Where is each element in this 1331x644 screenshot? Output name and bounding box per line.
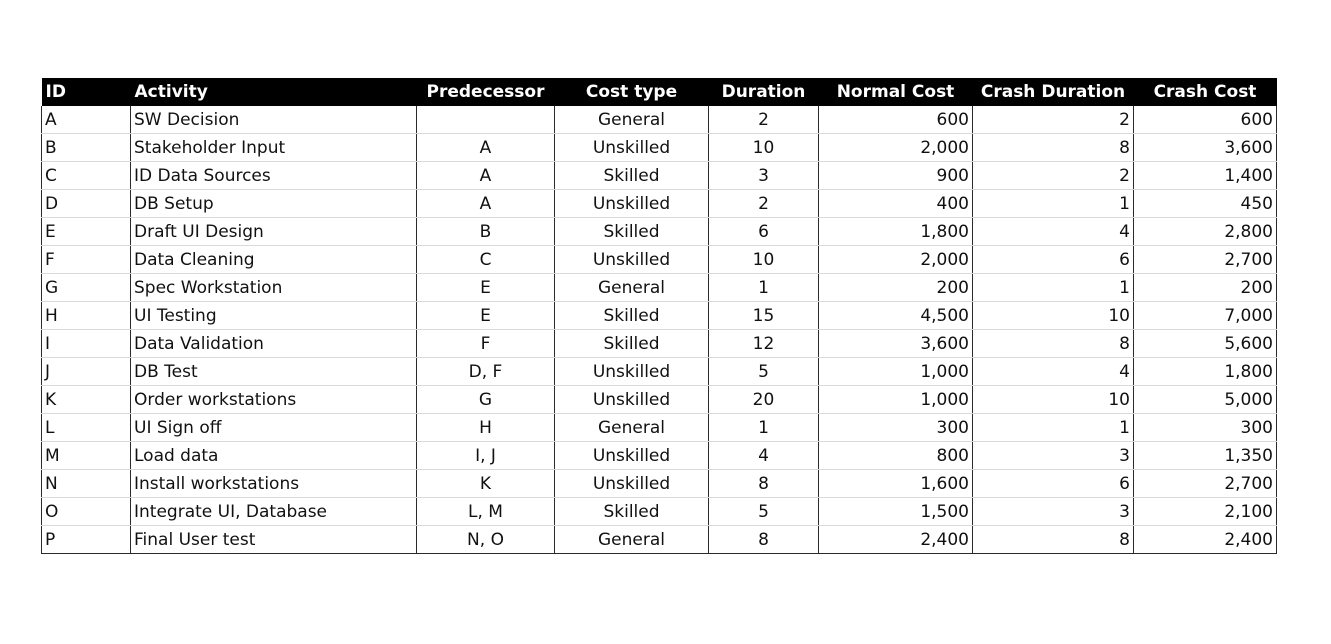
- cell-crash-duration: 4: [973, 218, 1134, 246]
- cell-normal-cost: 900: [819, 162, 973, 190]
- cell-normal-cost: 3,600: [819, 330, 973, 358]
- cell-crash-duration: 4: [973, 358, 1134, 386]
- cell-predecessor: E: [417, 274, 555, 302]
- cell-normal-cost: 2,400: [819, 526, 973, 554]
- cell-cost-type: Unskilled: [555, 134, 709, 162]
- cell-crash-duration: 2: [973, 162, 1134, 190]
- table-row: [42, 414, 1277, 442]
- cell-normal-cost: 1,800: [819, 218, 973, 246]
- cell-crash-duration: 2: [973, 106, 1134, 134]
- table-row: [42, 498, 1277, 526]
- table-row: [42, 274, 1277, 302]
- cell-id: J: [42, 358, 131, 386]
- cell-predecessor: F: [417, 330, 555, 358]
- table-row: [42, 246, 1277, 274]
- cell-cost-type: Skilled: [555, 302, 709, 330]
- cell-predecessor: H: [417, 414, 555, 442]
- header-crash-cost: Crash Cost: [1134, 78, 1277, 106]
- cell-predecessor: D, F: [417, 358, 555, 386]
- cell-activity: Order workstations: [131, 386, 417, 414]
- cell-activity: Install workstations: [131, 470, 417, 498]
- cell-predecessor: A: [417, 162, 555, 190]
- cell-normal-cost: 600: [819, 106, 973, 134]
- table-row: [42, 190, 1277, 218]
- cell-id: K: [42, 386, 131, 414]
- cell-id: C: [42, 162, 131, 190]
- cell-normal-cost: 300: [819, 414, 973, 442]
- cell-predecessor: I, J: [417, 442, 555, 470]
- cell-activity: Load data: [131, 442, 417, 470]
- table-row: [42, 106, 1277, 134]
- cell-id: H: [42, 302, 131, 330]
- cell-crash-duration: 10: [973, 386, 1134, 414]
- cell-activity: SW Decision: [131, 106, 417, 134]
- table-row: [42, 330, 1277, 358]
- cell-normal-cost: 200: [819, 274, 973, 302]
- cell-activity: Data Validation: [131, 330, 417, 358]
- table-row: [42, 526, 1277, 554]
- table-row: [42, 442, 1277, 470]
- cell-duration: 5: [709, 498, 819, 526]
- cell-predecessor: E: [417, 302, 555, 330]
- cell-predecessor: K: [417, 470, 555, 498]
- cell-cost-type: Skilled: [555, 498, 709, 526]
- cell-normal-cost: 2,000: [819, 246, 973, 274]
- cell-crash-cost: 2,400: [1134, 526, 1277, 554]
- cell-crash-duration: 1: [973, 190, 1134, 218]
- cell-predecessor: N, O: [417, 526, 555, 554]
- header-cost-type: Cost type: [555, 78, 709, 106]
- table-row: [42, 386, 1277, 414]
- cell-crash-duration: 6: [973, 246, 1134, 274]
- cell-normal-cost: 1,600: [819, 470, 973, 498]
- cell-id: D: [42, 190, 131, 218]
- cell-predecessor: G: [417, 386, 555, 414]
- cell-cost-type: Unskilled: [555, 358, 709, 386]
- cell-crash-duration: 8: [973, 330, 1134, 358]
- cell-normal-cost: 1,000: [819, 386, 973, 414]
- cell-activity: Integrate UI, Database: [131, 498, 417, 526]
- cell-id: B: [42, 134, 131, 162]
- table-row: [42, 162, 1277, 190]
- activity-table-container: [41, 78, 1276, 554]
- cell-crash-cost: 300: [1134, 414, 1277, 442]
- cell-crash-cost: 200: [1134, 274, 1277, 302]
- cell-activity: DB Test: [131, 358, 417, 386]
- cell-crash-cost: 5,000: [1134, 386, 1277, 414]
- cell-activity: Spec Workstation: [131, 274, 417, 302]
- cell-crash-cost: 2,700: [1134, 246, 1277, 274]
- cell-id: M: [42, 442, 131, 470]
- cell-normal-cost: 400: [819, 190, 973, 218]
- cell-activity: UI Testing: [131, 302, 417, 330]
- cell-crash-cost: 1,800: [1134, 358, 1277, 386]
- cell-duration: 15: [709, 302, 819, 330]
- table-body: [42, 106, 1277, 554]
- header-normal-cost: Normal Cost: [819, 78, 973, 106]
- cell-crash-cost: 5,600: [1134, 330, 1277, 358]
- cell-cost-type: Unskilled: [555, 246, 709, 274]
- cell-duration: 1: [709, 274, 819, 302]
- cell-id: G: [42, 274, 131, 302]
- cell-duration: 10: [709, 246, 819, 274]
- cell-duration: 3: [709, 162, 819, 190]
- cell-normal-cost: 2,000: [819, 134, 973, 162]
- cell-id: L: [42, 414, 131, 442]
- cell-activity: UI Sign off: [131, 414, 417, 442]
- cell-crash-cost: 1,350: [1134, 442, 1277, 470]
- header-crash-duration: Crash Duration: [973, 78, 1134, 106]
- cell-duration: 8: [709, 526, 819, 554]
- header-id: ID: [42, 78, 131, 106]
- cell-cost-type: General: [555, 414, 709, 442]
- cell-duration: 2: [709, 190, 819, 218]
- cell-crash-duration: 10: [973, 302, 1134, 330]
- cell-cost-type: Skilled: [555, 218, 709, 246]
- table-row: [42, 134, 1277, 162]
- cell-duration: 8: [709, 470, 819, 498]
- cell-activity: DB Setup: [131, 190, 417, 218]
- cell-cost-type: Skilled: [555, 330, 709, 358]
- cell-crash-duration: 8: [973, 526, 1134, 554]
- cell-activity: Data Cleaning: [131, 246, 417, 274]
- cell-activity: ID Data Sources: [131, 162, 417, 190]
- cell-crash-duration: 1: [973, 274, 1134, 302]
- cell-duration: 5: [709, 358, 819, 386]
- table-row: [42, 218, 1277, 246]
- cell-id: P: [42, 526, 131, 554]
- cell-crash-duration: 3: [973, 498, 1134, 526]
- cell-cost-type: Unskilled: [555, 442, 709, 470]
- cell-id: N: [42, 470, 131, 498]
- cell-crash-cost: 2,700: [1134, 470, 1277, 498]
- cell-duration: 4: [709, 442, 819, 470]
- cell-duration: 2: [709, 106, 819, 134]
- cell-crash-duration: 1: [973, 414, 1134, 442]
- cell-activity: Draft UI Design: [131, 218, 417, 246]
- activity-table: [41, 78, 1277, 554]
- cell-crash-duration: 6: [973, 470, 1134, 498]
- cell-cost-type: Unskilled: [555, 190, 709, 218]
- table-row: [42, 358, 1277, 386]
- header-predecessor: Predecessor: [417, 78, 555, 106]
- cell-predecessor: A: [417, 134, 555, 162]
- cell-crash-duration: 8: [973, 134, 1134, 162]
- cell-predecessor: B: [417, 218, 555, 246]
- header-duration: Duration: [709, 78, 819, 106]
- cell-crash-duration: 3: [973, 442, 1134, 470]
- cell-predecessor: L, M: [417, 498, 555, 526]
- cell-cost-type: Unskilled: [555, 470, 709, 498]
- cell-duration: 10: [709, 134, 819, 162]
- cell-id: O: [42, 498, 131, 526]
- cell-crash-cost: 2,800: [1134, 218, 1277, 246]
- cell-cost-type: Unskilled: [555, 386, 709, 414]
- cell-crash-cost: 600: [1134, 106, 1277, 134]
- cell-crash-cost: 1,400: [1134, 162, 1277, 190]
- cell-crash-cost: 2,100: [1134, 498, 1277, 526]
- cell-normal-cost: 800: [819, 442, 973, 470]
- header-activity: Activity: [131, 78, 417, 106]
- cell-normal-cost: 1,000: [819, 358, 973, 386]
- cell-predecessor: A: [417, 190, 555, 218]
- cell-duration: 6: [709, 218, 819, 246]
- cell-activity: Stakeholder Input: [131, 134, 417, 162]
- table-header-row: [42, 78, 1277, 106]
- cell-id: A: [42, 106, 131, 134]
- cell-crash-cost: 3,600: [1134, 134, 1277, 162]
- cell-cost-type: General: [555, 274, 709, 302]
- cell-activity: Final User test: [131, 526, 417, 554]
- cell-duration: 12: [709, 330, 819, 358]
- cell-normal-cost: 1,500: [819, 498, 973, 526]
- cell-id: F: [42, 246, 131, 274]
- cell-cost-type: General: [555, 106, 709, 134]
- cell-cost-type: Skilled: [555, 162, 709, 190]
- cell-cost-type: General: [555, 526, 709, 554]
- cell-crash-cost: 450: [1134, 190, 1277, 218]
- cell-duration: 20: [709, 386, 819, 414]
- cell-crash-cost: 7,000: [1134, 302, 1277, 330]
- cell-id: I: [42, 330, 131, 358]
- cell-duration: 1: [709, 414, 819, 442]
- table-row: [42, 302, 1277, 330]
- cell-predecessor: C: [417, 246, 555, 274]
- cell-normal-cost: 4,500: [819, 302, 973, 330]
- cell-id: E: [42, 218, 131, 246]
- table-row: [42, 470, 1277, 498]
- cell-predecessor: [417, 106, 555, 134]
